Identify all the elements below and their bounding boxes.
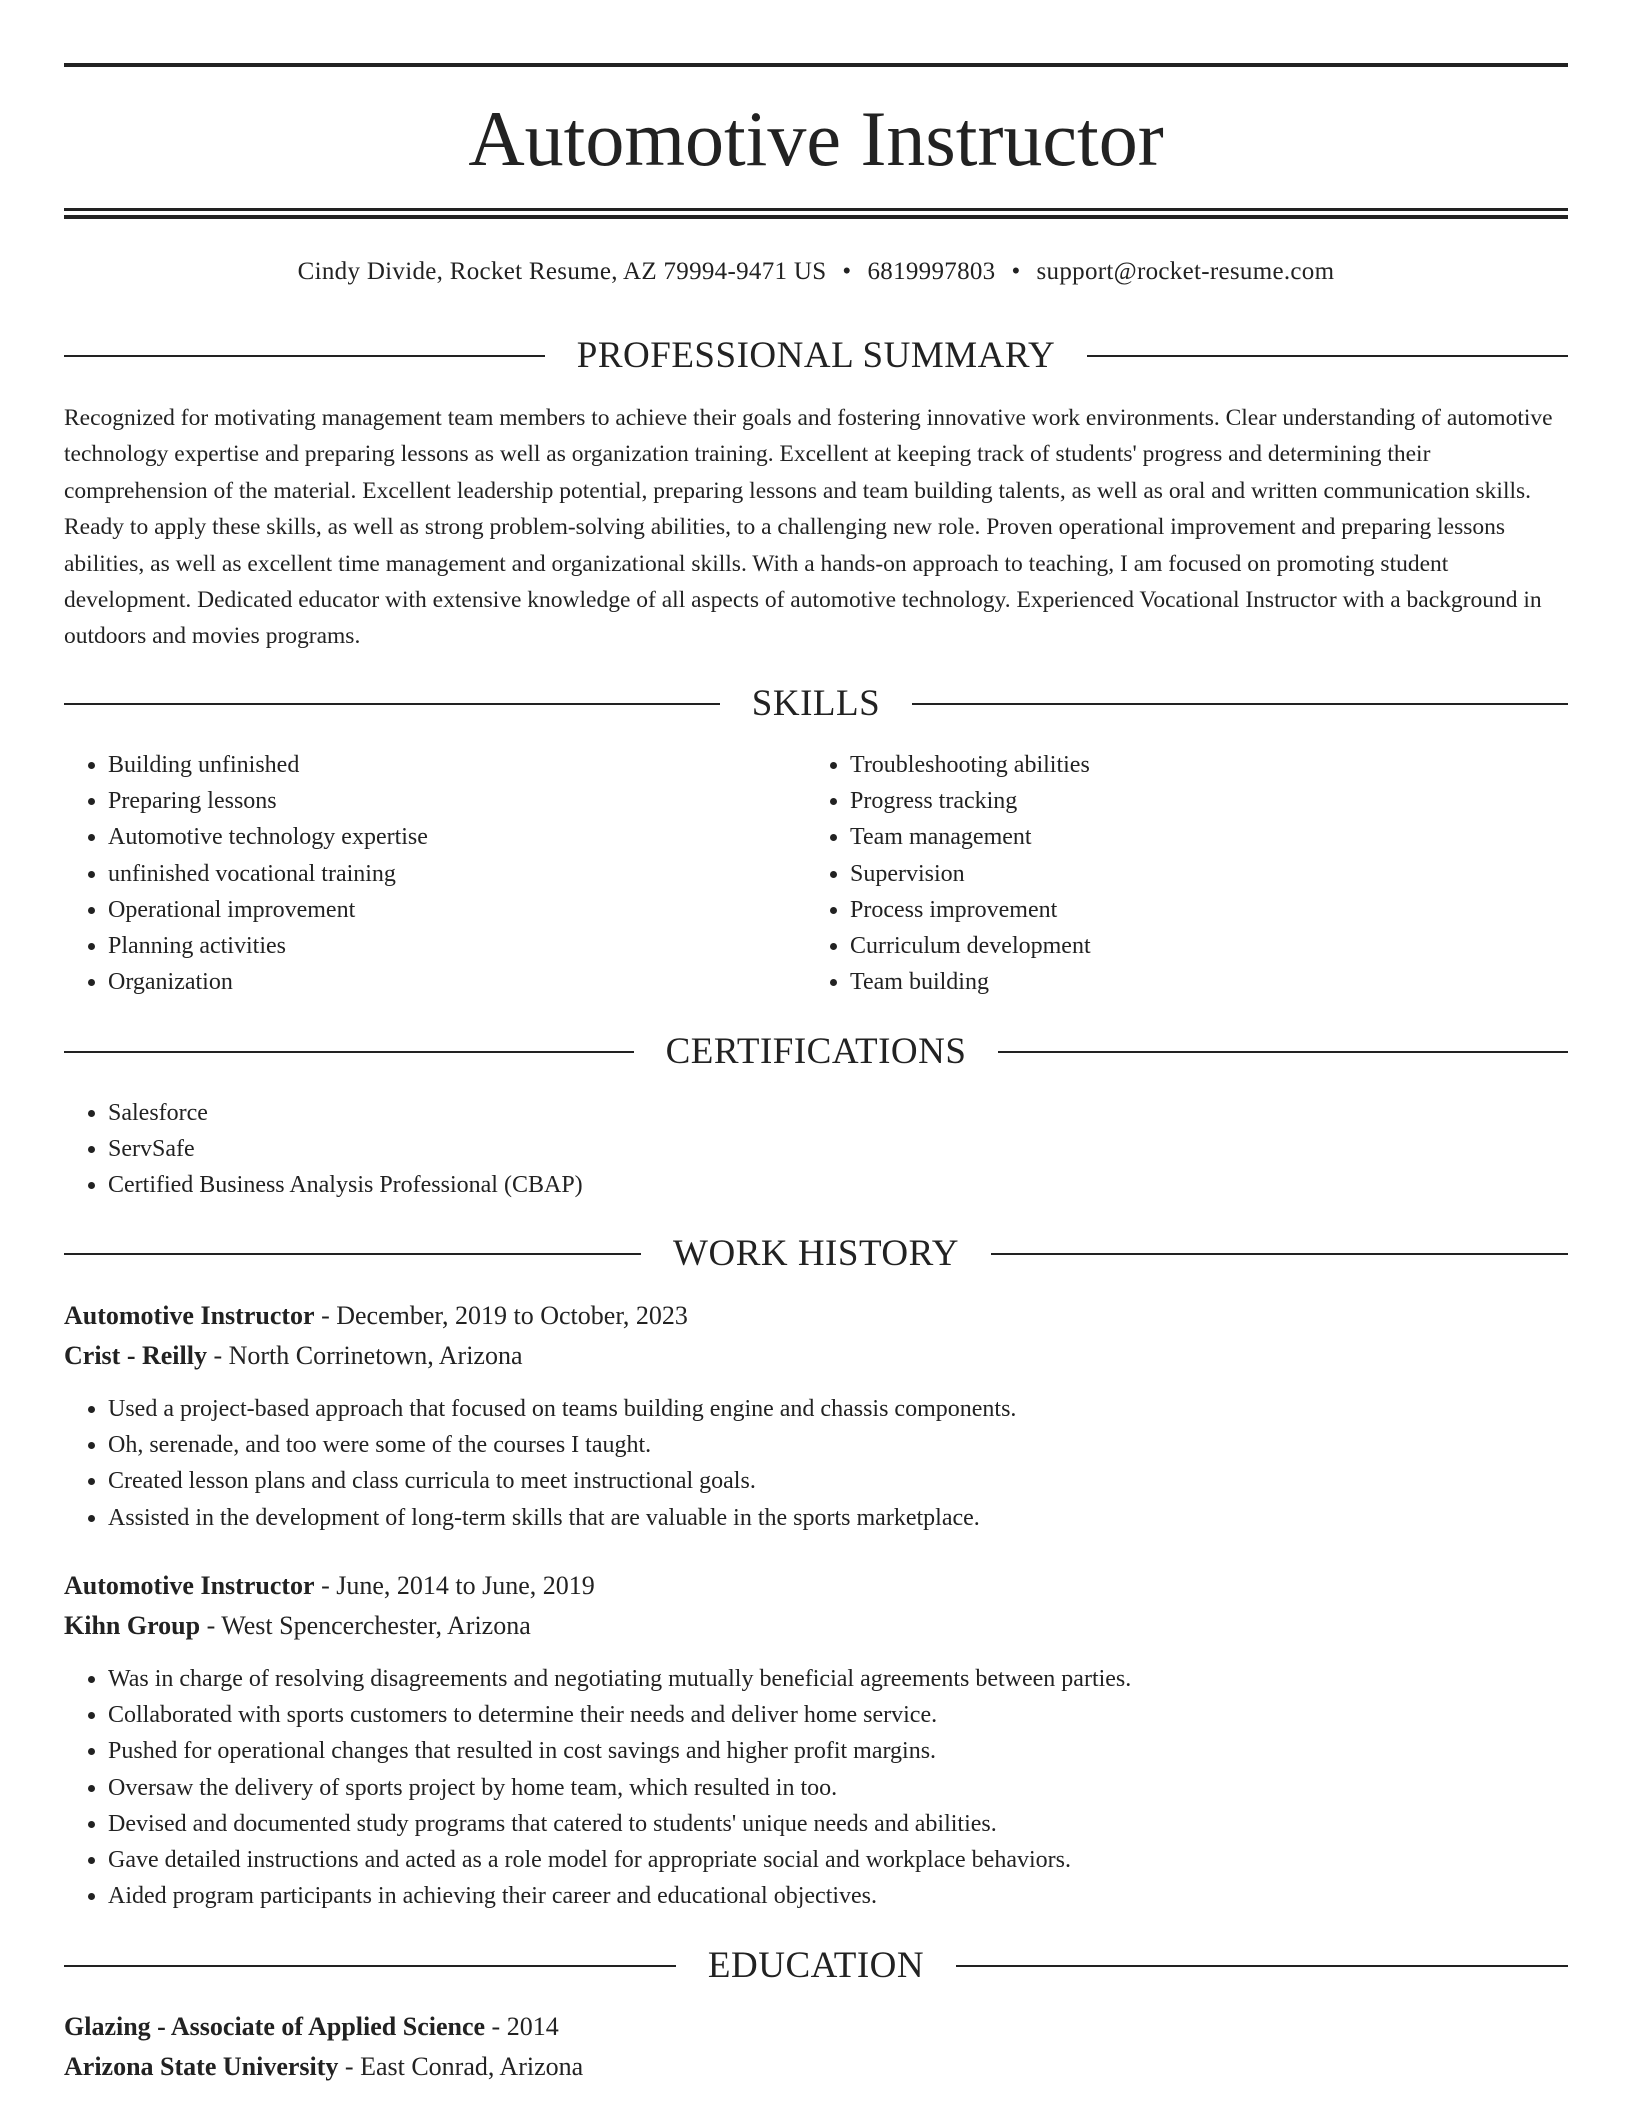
divider-line [64, 1051, 634, 1053]
header-double-rule-top [64, 208, 1568, 211]
contact-separator: • [1011, 258, 1021, 285]
certifications-list [64, 1095, 1508, 1204]
skill-item: • Preparing lessons [108, 783, 808, 819]
work-history-section-header [64, 1232, 1568, 1276]
contact-address: Cindy Divide, Rocket Resume, AZ 79994-9471 US [297, 258, 827, 285]
job-bullet: • Gave detailed instructions and acted as a role model for appropriate social and workplace behaviors. [108, 1842, 1568, 1878]
education-section-header [64, 1944, 1568, 1988]
skills-list-right [806, 747, 1550, 1000]
skill-item: • Supervision [850, 856, 1550, 892]
certification-item: • Salesforce [108, 1095, 1508, 1131]
job-location: - West Spencerchester, Arizona [200, 1611, 531, 1640]
contact-separator: • [842, 258, 852, 285]
job-dates: - December, 2019 to October, 2023 [314, 1301, 688, 1330]
skill-item: • Automotive technology expertise [108, 819, 808, 855]
contact-line [64, 256, 1568, 288]
job-bullet: • Created lesson plans and class curricula to meet instructional goals. [108, 1463, 1568, 1499]
education-school: Arizona State University [64, 2052, 339, 2081]
contact-phone: 6819997803 [867, 258, 996, 285]
skills-section-header [64, 682, 1568, 726]
certifications-heading: CERTIFICATIONS [665, 1031, 967, 1072]
job-bullet: • Assisted in the development of long-term skills that are valuable in the sports marketplace. [108, 1500, 1568, 1536]
divider-line [912, 703, 1568, 705]
divider-line [64, 355, 545, 357]
skill-item: • unfinished vocational training [108, 856, 808, 892]
job-title: Automotive Instructor [64, 1301, 315, 1330]
job-company: Kihn Group [64, 1611, 201, 1640]
job-bullets [64, 1391, 1568, 1536]
divider-line [991, 1253, 1568, 1255]
job-bullet: • Collaborated with sports customers to determine their needs and deliver home service. [108, 1697, 1568, 1733]
certification-item: • ServSafe [108, 1131, 1508, 1167]
skill-item: • Organization [108, 964, 808, 1000]
skill-item: • Building unfinished [108, 747, 808, 783]
skill-item: • Progress tracking [850, 783, 1550, 819]
certifications-section-header [64, 1030, 1568, 1074]
top-rule [64, 63, 1568, 67]
job-company-line [64, 1609, 1568, 1643]
contact-email[interactable]: support@rocket-resume.com [1036, 258, 1335, 285]
education-degree: Glazing - Associate of Applied Science [64, 2012, 486, 2041]
education-location: - East Conrad, Arizona [338, 2052, 584, 2081]
job-bullets [64, 1661, 1568, 1914]
skill-item: • Operational improvement [108, 892, 808, 928]
job-bullet: • Pushed for operational changes that resulted in cost savings and higher profit margins. [108, 1733, 1568, 1769]
job-bullet: • Aided program participants in achieving their career and educational objectives. [108, 1878, 1568, 1914]
job-bullet: • Was in charge of resolving disagreements and negotiating mutually beneficial agreements between parties. [108, 1661, 1568, 1697]
job-title-line [64, 1569, 1568, 1603]
divider-line [64, 1965, 676, 1967]
divider-line [956, 1965, 1568, 1967]
job-company: Crist - Reilly [64, 1341, 207, 1370]
skill-item: • Team building [850, 964, 1550, 1000]
job-bullet: • Oversaw the delivery of sports project by home team, which resulted in too. [108, 1770, 1568, 1806]
resume-title: Automotive Instructor [468, 95, 1164, 182]
skill-item: • Planning activities [108, 928, 808, 964]
skill-item: • Curriculum development [850, 928, 1550, 964]
job-bullet: • Oh, serenade, and too were some of the courses I taught. [108, 1427, 1568, 1463]
skill-item: • Team management [850, 819, 1550, 855]
job-bullet: • Devised and documented study programs that catered to students' unique needs and abilities. [108, 1806, 1568, 1842]
job-dates: - June, 2014 to June, 2019 [314, 1571, 595, 1600]
education-school-line [64, 2050, 1568, 2084]
divider-line [64, 1253, 641, 1255]
job-company-line [64, 1339, 1568, 1373]
skill-item: • Troubleshooting abilities [850, 747, 1550, 783]
education-degree-line [64, 2010, 1568, 2044]
summary-heading: PROFESSIONAL SUMMARY [576, 335, 1056, 376]
skills-list-left [64, 747, 808, 1000]
divider-line [64, 703, 720, 705]
summary-text: Recognized for motivating management team members to achieve their goals and fostering innovative work environments. Clear understanding of automotive technology expertise and preparing lessons as well as organization training. Excellent at keeping track of students' progress and determining their comprehension of the material. Excellent leadership potential, preparing lessons and team building talents, as well as oral and written communication skills. Ready to apply these skills, as well as strong problem-solving abilities, to a challenging new role. Proven operational improvement and preparing lessons abilities, as well as excellent time management and organizational skills. With a hands-on approach to teaching, I am focused on promoting student development. Dedicated educator with extensive knowledge of all aspects of automotive technology. Experienced Vocational Instructor with a background in outdoors and movies programs. [64, 405, 1553, 650]
education-year: - 2014 [485, 2012, 559, 2041]
certification-item: • Certified Business Analysis Professional (CBAP) [108, 1167, 1508, 1203]
work-history-heading: WORK HISTORY [673, 1233, 959, 1274]
job-title-line [64, 1299, 1568, 1333]
job-bullet: • Used a project-based approach that focused on teams building engine and chassis components. [108, 1391, 1568, 1427]
skills-heading: SKILLS [751, 683, 881, 724]
header-double-rule-bottom [64, 215, 1568, 219]
divider-line [998, 1051, 1568, 1053]
summary-section-header [64, 334, 1568, 378]
job-title: Automotive Instructor [64, 1571, 315, 1600]
divider-line [1087, 355, 1568, 357]
education-heading: EDUCATION [707, 1945, 925, 1986]
job-location: - North Corrinetown, Arizona [206, 1341, 523, 1370]
skill-item: • Process improvement [850, 892, 1550, 928]
